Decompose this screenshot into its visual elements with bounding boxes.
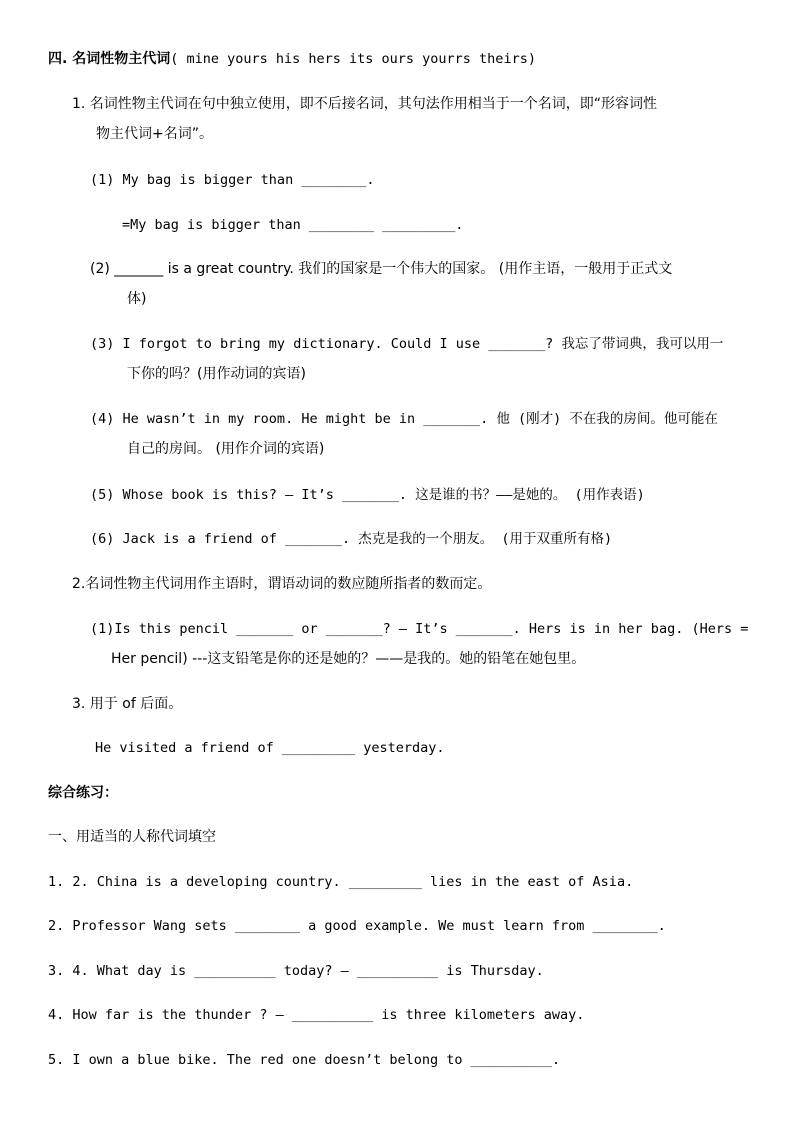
- practice-item: 5. I own a blue bike. The red one doesn’t belong to __________.: [48, 1052, 561, 1068]
- practice-item: 3. 4. What day is __________ today? — __________ is Thursday.: [48, 963, 544, 979]
- example-4-line-1: (4) He wasn’t in my room. He might be in _______. 他 (刚才) 不在我的房间。他可能在: [90, 411, 718, 427]
- rule-2-example-line-1: (1)Is this pencil _______ or _______? — It’s _______. Hers is in her bag. (Hers =: [90, 621, 749, 637]
- example-2-line-2: 体): [127, 291, 147, 307]
- section-heading-words: ( mine yours his hers its ours yourrs theirs): [170, 51, 536, 67]
- section-heading: [48, 49, 536, 69]
- example-3-line-1: (3) I forgot to bring my dictionary. Could I use _______? 我忘了带词典，我可以用一: [90, 336, 724, 352]
- example-1: (1) My bag is bigger than ________.: [90, 172, 375, 188]
- practice-item: 4. How far is the thunder ? — __________ is three kilometers away.: [48, 1007, 585, 1023]
- rule-1-line-2: 物主代词+名词”。: [96, 126, 213, 142]
- practice-item: 1. 2. China is a developing country. _________ lies in the east of Asia.: [48, 874, 634, 890]
- practice-item: 2. Professor Wang sets ________ a good example. We must learn from ________.: [48, 918, 666, 934]
- example-4-line-2: 自己的房间。 (用作介词的宾语): [127, 441, 325, 457]
- example-5: (5) Whose book is this? — It’s _______. 这是谁的书？——是她的。 (用作表语): [90, 487, 645, 503]
- example-6: (6) Jack is a friend of _______. 杰克是我的一个朋友。 (用于双重所有格): [90, 531, 613, 547]
- rule-2: 2.名词性物主代词用作主语时，谓语动词的数应随所指者的数而定。: [72, 576, 492, 592]
- practice-title: 综合练习：: [48, 785, 118, 801]
- section-heading-title: 四. 名词性物主代词: [48, 51, 171, 67]
- example-2-line-1: (2) _______ is a great country. 我们的国家是一个伟大的国家。 (用作主语，一般用于正式文: [90, 261, 673, 277]
- example-1-rewrite: =My bag is bigger than ________ _________.: [122, 217, 464, 233]
- rule-1-line-1: 1. 名词性物主代词在句中独立使用，即不后接名词，其句法作用相当于一个名词，即“形容词性: [72, 96, 658, 112]
- rule-3: 3. 用于 of 后面。: [72, 696, 183, 712]
- practice-part-one-title: 一、用适当的人称代词填空: [48, 829, 216, 845]
- example-3-line-2: 下你的吗？(用作动词的宾语): [127, 366, 306, 382]
- rule-3-example: He visited a friend of _________ yesterday.: [95, 740, 445, 756]
- rule-2-example-line-2: Her pencil) ---这支铅笔是你的还是她的？——是我的。她的铅笔在她包里。: [111, 651, 586, 667]
